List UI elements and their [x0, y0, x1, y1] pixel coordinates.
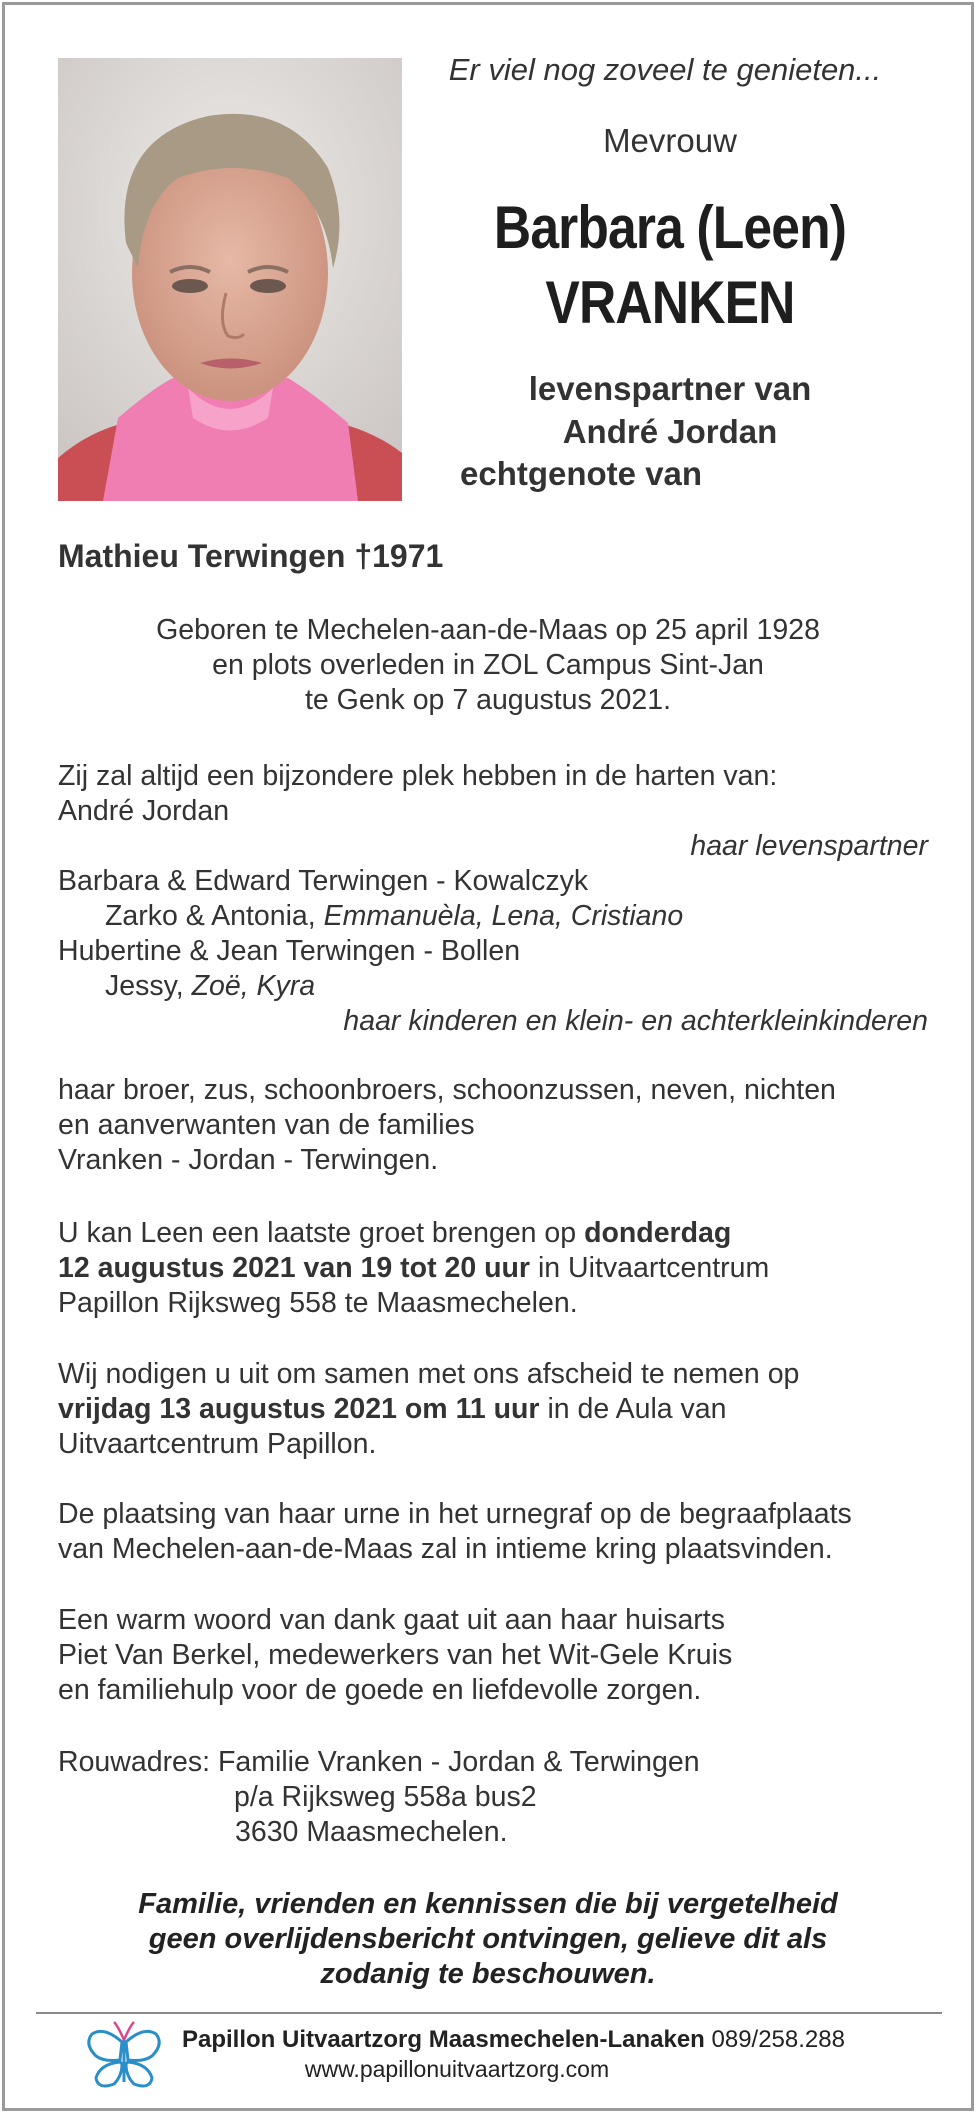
relatives-section	[58, 1073, 928, 1178]
footer-contact	[182, 2026, 845, 2054]
portrait-photo	[58, 58, 402, 501]
farewell-line-1: Wij nodigen u uit om samen met ons afscheid te nemen op	[58, 1358, 800, 1390]
visitation-section	[58, 1216, 928, 1321]
address-family: Familie Vranken - Jordan & Terwingen	[218, 1746, 700, 1778]
family-intro: Zij zal altijd een bijzondere plek hebben in de harten van:	[58, 760, 778, 792]
deceased-name-surname: VRANKEN	[545, 269, 795, 336]
relatives-line: en aanverwanten van de families	[58, 1109, 475, 1141]
urn-section	[58, 1497, 928, 1567]
family-partner: André Jordan	[58, 795, 230, 827]
birth-death-details	[58, 613, 918, 718]
farewell-datetime: vrijdag 13 augustus 2021 om 11 uur	[58, 1393, 540, 1425]
honorific: Mevrouw	[603, 122, 737, 159]
visit-line-1	[58, 1216, 928, 1251]
grandchildren-2-italic: Zoë, Kyra	[191, 970, 316, 1002]
partner-label: levenspartner van	[528, 370, 812, 407]
closing-line: Familie, vrienden en kennissen die bij vergetelheid	[138, 1888, 838, 1920]
farewell-section	[58, 1357, 928, 1462]
farewell-line-3: Uitvaartcentrum Papillon.	[58, 1428, 377, 1460]
family-partner-role: haar levenspartner	[690, 830, 928, 862]
grandchildren-1-plain: Zarko & Antonia,	[105, 900, 324, 932]
motto: Er viel nog zoveel te genieten...	[448, 52, 882, 87]
farewell-line-2	[58, 1392, 928, 1427]
relatives-line: Vranken - Jordan - Terwingen.	[58, 1144, 439, 1176]
funeral-company-phone[interactable]: 089/258.288	[711, 2026, 845, 2053]
address-line-1	[58, 1745, 928, 1780]
family-grandchildren-1	[58, 899, 928, 934]
closing-note	[58, 1887, 918, 1992]
grandchildren-2-plain: Jessy,	[105, 970, 192, 1002]
address-line-2: p/a Rijksweg 558a bus2	[234, 1781, 537, 1813]
visit-day: donderdag	[584, 1217, 732, 1249]
partner-name: André Jordan	[562, 413, 778, 450]
death-place-line: te Genk op 7 augustus 2021.	[304, 684, 672, 716]
spouse-name: Mathieu Terwingen †1971	[58, 538, 444, 574]
visit-text: U kan Leen een laatste groet brengen op	[58, 1217, 585, 1249]
urn-line: De plaatsing van haar urne in het urnegraf op de begraafplaats	[58, 1498, 852, 1530]
closing-line: zodanig te beschouwen.	[320, 1958, 656, 1990]
family-section	[58, 759, 928, 1039]
visit-line-3: Papillon Rijksweg 558 te Maasmechelen.	[58, 1287, 578, 1319]
family-child-2: Hubertine & Jean Terwingen - Bollen	[58, 935, 521, 967]
thanks-line: Piet Van Berkel, medewerkers van het Wit-Gele Kruis	[58, 1639, 733, 1671]
thanks-line: en familiehulp voor de goede en liefdevolle zorgen.	[58, 1674, 702, 1706]
address-section	[58, 1745, 928, 1850]
thanks-section	[58, 1603, 928, 1708]
farewell-location: in de Aula van	[539, 1393, 727, 1425]
deceased-name-first: Barbara (Leen)	[493, 194, 847, 261]
funeral-company-website[interactable]: www.papillonuitvaartzorg.com	[304, 2056, 610, 2082]
death-line: en plots overleden in ZOL Campus Sint-Jan	[212, 649, 764, 681]
visit-location: in Uitvaartcentrum	[530, 1252, 770, 1284]
birth-line: Geboren te Mechelen-aan-de-Maas op 25 april 1928	[156, 614, 820, 646]
thanks-line: Een warm woord van dank gaat uit aan haar huisarts	[58, 1604, 725, 1636]
closing-line: geen overlijdensbericht ontvingen, gelieve dit als	[148, 1923, 828, 1955]
funeral-company-name: Papillon Uitvaartzorg Maasmechelen-Lanaken	[182, 2026, 705, 2053]
grandchildren-1-italic: Emmanuèla, Lena, Cristiano	[323, 900, 684, 932]
visit-line-2	[58, 1251, 928, 1286]
family-children-role: haar kinderen en klein- en achterkleinkinderen	[343, 1005, 928, 1037]
urn-line: van Mechelen-aan-de-Maas zal in intieme kring plaatsvinden.	[58, 1533, 833, 1565]
family-child-1: Barbara & Edward Terwingen - Kowalczyk	[58, 865, 589, 897]
spouse-label: echtgenote van	[460, 455, 703, 492]
address-label: Rouwadres:	[58, 1746, 218, 1778]
relatives-line: haar broer, zus, schoonbroers, schoonzussen, neven, nichten	[58, 1074, 836, 1106]
address-line-3: 3630 Maasmechelen.	[235, 1816, 508, 1848]
footer-divider	[36, 2012, 942, 2014]
family-grandchildren-2	[58, 969, 928, 1004]
butterfly-logo-icon	[84, 2020, 164, 2095]
visit-datetime: 12 augustus 2021 van 19 tot 20 uur	[58, 1252, 531, 1284]
